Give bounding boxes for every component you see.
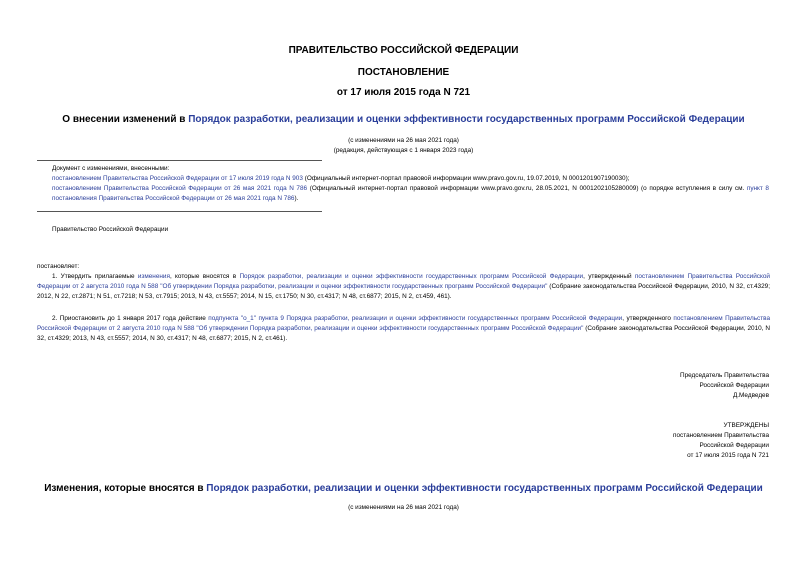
government-line: Правительство Российской Федерации	[52, 226, 169, 233]
p2-link-resolution[interactable]: постановлением Правительства Российской Федерации от 2 августа 2010 года N 588 "Об утверждении Порядка разработки, реализации и оценки эффективности государственных программ Российской Федерации"	[37, 315, 771, 332]
document-type: ПОСТАНОВЛЕНИЕ	[357, 67, 450, 78]
p1-link-resolution[interactable]: постановлением Правительства Российской Федерации от 2 августа 2010 года N 588 "Об утверждении Порядка разработки, реализации и оценки эффективности государственных программ Российской Федерации"	[37, 273, 770, 290]
approved-by: постановлением Правительства	[673, 432, 769, 439]
p2-text-a: 2. Приостановить до 1 января 2017 года действие	[52, 315, 209, 322]
approved-country: Российской Федерации	[699, 442, 769, 449]
change-item-2-link[interactable]: постановлением Правительства Российской Федерации от 26 мая 2021 года N 786	[52, 185, 308, 192]
p1-text-c: , утвержденный	[583, 273, 635, 280]
signature-title: Председатель Правительства	[680, 372, 769, 379]
approved-date: от 17 июля 2015 года N 721	[687, 452, 769, 459]
change-item-1	[52, 174, 769, 184]
changes-title	[0, 483, 807, 494]
p1-text-a: 1. Утвердить прилагаемые	[52, 273, 138, 280]
document-date-number: от 17 июля 2015 года N 721	[336, 87, 471, 98]
government-heading: ПРАВИТЕЛЬСТВО РОССИЙСКОЙ ФЕДЕРАЦИИ	[288, 45, 519, 56]
p1-text-b: , которые вносятся в	[169, 273, 240, 280]
change-item-2-link2[interactable]: пункт 8 постановления Правительства Российской Федерации от 26 мая 2021 года N 786	[52, 185, 769, 202]
title-prefix: О внесении изменений в	[62, 114, 189, 125]
change-item-1-text: (Официальный интернет-портал правовой информации www.pravo.gov.ru, 19.07.2019, N 0001201907190030);	[302, 175, 630, 182]
changes-intro: Документ с изменениями, внесенными:	[52, 165, 170, 172]
signature-name: Д.Медведев	[732, 392, 769, 399]
changes-title-prefix: Изменения, которые вносятся в	[44, 483, 207, 494]
change-item-2	[52, 184, 769, 204]
approved-block	[519, 421, 769, 461]
changes-bottom-divider	[37, 211, 322, 212]
paragraph-2	[37, 314, 770, 344]
changes-top-divider	[37, 160, 322, 161]
p1-link-changes[interactable]: изменения	[137, 273, 170, 280]
changes-box	[52, 164, 769, 204]
approved-label: УТВЕРЖДЕНЫ	[723, 422, 769, 429]
resolves-text: постановляет:	[37, 263, 80, 270]
changes-title-link[interactable]: Порядок разработки, реализации и оценки эффективности государственных программ Российской Федерации	[206, 483, 763, 494]
p2-text-b: , утвержденного	[622, 315, 674, 322]
p2-link-subparagraph[interactable]: подпункта "о_1" пункта 9 Порядка разработки, реализации и оценки эффективности государственных программ Российской Федерации	[208, 315, 623, 322]
signature-block	[519, 371, 769, 401]
document-title	[0, 114, 807, 125]
title-link[interactable]: Порядок разработки, реализации и оценки эффективности государственных программ Российской Федерации	[188, 114, 745, 125]
p2-text-c: (Собрание законодательства Российской Федерации, 2010, N 32, ст.4329; 2013, N 43, ст.5557; 2014, N 30, ст.4317; N 48, ст.6877; 2015, N 2, ст.461).	[37, 325, 770, 342]
change-item-2-end: ).	[294, 195, 299, 202]
changes-title-edition: (с изменениями на 26 мая 2021 года)	[348, 504, 459, 511]
edition-revision: (редакция, действующая с 1 января 2023 года)	[333, 147, 474, 154]
change-item-2-text: (Официальный интернет-портал правовой информации www.pravo.gov.ru, 28.05.2021, N 0001202105280009) (о порядке вступления в силу см.	[307, 185, 747, 192]
change-item-1-link[interactable]: постановлением Правительства Российской Федерации от 17 июля 2019 года N 903	[52, 175, 303, 182]
paragraph-1	[37, 272, 770, 302]
p1-text-d: (Собрание законодательства Российской Федерации, 2010, N 32, ст.4329; 2012, N 22, ст.2871; N 51, ст.7218; N 53, ст.7915; 2013, N 43, ст.5557; 2014, N 15, ст.1750; N 30, ст.4317; N 48, ст.6877; 2015, N 2, ст.459, 461).	[37, 283, 770, 300]
edition-changes: (с изменениями на 26 мая 2021 года)	[348, 137, 459, 144]
signature-country: Российской Федерации	[699, 382, 769, 389]
p1-link-procedure[interactable]: Порядок разработки, реализации и оценки эффективности государственных программ Российской Федерации	[239, 273, 584, 280]
